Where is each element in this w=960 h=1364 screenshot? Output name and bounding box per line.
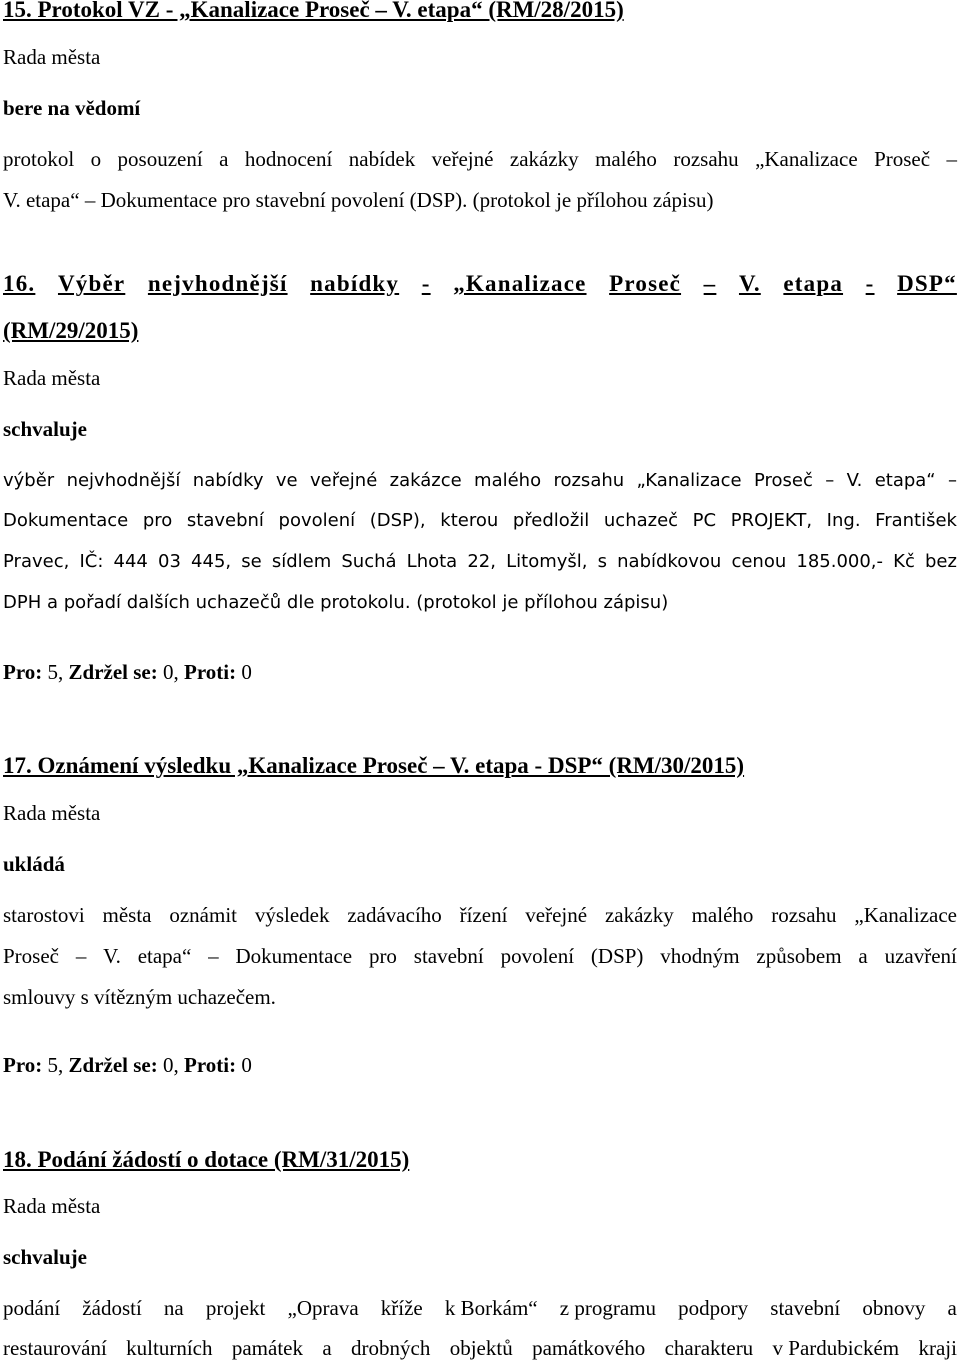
word: Lhota [406,551,458,572]
section-17-verb: ukládá [3,852,65,876]
word: PROJEKT, [730,510,813,531]
section-18-text-line-2 [3,1335,957,1361]
word: Proseč [874,147,931,171]
word: charakteru [664,1336,754,1360]
word: památkového [532,1336,646,1360]
word: podpory [678,1296,749,1320]
word: nabídkovou [617,551,722,572]
word: a [322,1336,332,1360]
word: způsobem [756,944,842,968]
word: - [421,271,431,296]
vote-proti-label: Proti: [184,1053,237,1077]
vote-proti-label: Proti: [184,660,237,684]
word: objektů [449,1336,513,1360]
word: „Kanalizace [453,271,587,296]
word: města [102,903,152,927]
word: cenou [731,551,787,572]
word: V. [738,271,761,296]
word: 22, [467,551,496,572]
word: Dokumentace [235,944,353,968]
word: protokol [3,147,75,171]
word: uzavření [884,944,957,968]
word: Proseč [609,271,682,296]
section-16-text-line-4: DPH a pořadí dalších uchazečů dle protokolu. (protokol je přílohou zápisu) [3,592,669,613]
word: Litomyšl, [506,551,588,572]
section-15-text-line-2: V. etapa“ – Dokumentace pro stavební povolení (DSP). (protokol je přílohou zápisu) [3,188,714,212]
vote-zdrzel-value: 0, [163,660,179,684]
word: hodnocení [244,147,333,171]
word: žádostí [82,1296,142,1320]
word: povolení [278,510,356,531]
word: stavební [413,944,484,968]
word: „Kanalizace [755,147,858,171]
section-17-heading: 17. Oznámení výsledku „Kanalizace Proseč – V. etapa - DSP“ (RM/30/2015) [3,753,745,778]
section-16-vote [3,659,252,685]
vote-zdrzel-label: Zdržel se: [68,1053,158,1077]
section-16-body: Rada města [3,366,101,390]
word: zakázce [389,470,462,491]
word: oznámit [169,903,237,927]
section-15-verb: bere na vědomí [3,96,141,120]
word: etapa“ [874,470,936,491]
word: ve [275,470,298,491]
vote-pro-label: Pro: [3,660,43,684]
word: s [597,551,608,572]
word: IČ: [79,551,104,572]
word: vhodným [660,944,740,968]
word: se [241,551,262,572]
word: „Kanalizace [854,903,957,927]
section-18-text-line-1 [3,1295,957,1321]
section-16-text-line-3 [3,549,957,575]
word: zadávacího [347,903,442,927]
word: kříže [380,1296,423,1320]
section-16-text-line-2 [3,508,957,534]
word: pro [368,944,397,968]
word: projekt [205,1296,266,1320]
word: V. [103,944,121,968]
section-17-text-line-2 [3,943,957,969]
word: předložil [512,510,590,531]
word: (DSP) [590,944,644,968]
word: starostovi [3,903,85,927]
word: památek [231,1336,303,1360]
word: a [858,944,868,968]
word: V. [846,470,863,491]
word: 16. [3,271,36,296]
word: výsledek [254,903,330,927]
word: Suchá [341,551,397,572]
word: kulturních [126,1336,213,1360]
word: pro [142,510,173,531]
word: Kč [893,551,915,572]
word: v Pardubickém [772,1336,900,1360]
word: rozsahu [553,470,625,491]
word: k Borkám“ [444,1296,538,1320]
word: bez [924,551,957,572]
vote-proti-value: 0 [241,1053,252,1077]
word: rozsahu [771,903,837,927]
word: na [163,1296,184,1320]
word: malého [474,470,542,491]
word: drobných [351,1336,431,1360]
word: nejvhodnější [147,271,288,296]
word: „Oprava [287,1296,359,1320]
vote-pro-value: 5, [47,660,64,684]
word: 03 [158,551,181,572]
word: Proseč [3,944,59,968]
vote-proti-value: 0 [241,660,252,684]
word: povolení [500,944,575,968]
word: veřejné [525,903,588,927]
word: Ing. [826,510,861,531]
word: DSP“ [897,271,957,296]
word: Dokumentace [3,510,129,531]
word: etapa [783,271,844,296]
word: restaurování [3,1336,107,1360]
word: kraji [918,1336,957,1360]
word: malého [595,147,657,171]
word: – [825,470,835,491]
word: řízení [459,903,508,927]
word: 445, [191,551,232,572]
word: podání [3,1296,61,1320]
word: z programu [559,1296,656,1320]
vote-zdrzel-label: Zdržel se: [68,660,158,684]
word: – [946,147,957,171]
section-16-verb: schvaluje [3,417,87,441]
word: 444 [113,551,148,572]
section-15-heading: 15. Protokol VZ - „Kanalizace Proseč – V. etapa“ (RM/28/2015) [3,0,624,22]
section-18-verb: schvaluje [3,1245,87,1269]
vote-zdrzel-value: 0, [163,1053,179,1077]
word: PC [692,510,717,531]
word: etapa“ [137,944,192,968]
section-17-body: Rada města [3,801,101,825]
word: nabídky [192,470,264,491]
word: František [875,510,957,531]
word: – [75,944,87,968]
word: posouzení [117,147,203,171]
section-16-text-line-1 [3,468,957,494]
vote-pro-value: 5, [47,1053,64,1077]
vote-pro-label: Pro: [3,1053,43,1077]
section-17-text-line-1 [3,902,957,928]
word: Pravec, [3,551,70,572]
section-18-heading: 18. Podání žádostí o dotace (RM/31/2015) [3,1147,410,1172]
word: uchazeč [603,510,679,531]
word: a [219,147,229,171]
word: veřejné [431,147,494,171]
word: sídlem [271,551,332,572]
word: „Kanalizace [636,470,742,491]
word: obnovy [862,1296,926,1320]
word: a [947,1296,957,1320]
word: nejvhodnější [66,470,181,491]
word: – [208,944,219,968]
section-16-heading-line-2: (RM/29/2015) [3,318,139,343]
word: nabídek [348,147,416,171]
word: (DSP), [369,510,426,531]
word: kterou [440,510,499,531]
word: zakázky [509,147,579,171]
section-17-text-line-3: smlouvy s vítězným uchazečem. [3,985,276,1009]
word: veřejné [309,470,378,491]
section-16-heading-line-1 [3,271,957,297]
word: nabídky [310,271,400,296]
word: o [90,147,102,171]
section-18-body: Rada města [3,1194,101,1218]
word: – [703,271,717,296]
word: Proseč [753,470,813,491]
word: stavební [770,1296,841,1320]
word: – [948,470,957,491]
word: malého [691,903,754,927]
word: - [865,271,875,296]
word: zakázky [604,903,674,927]
word: 185.000,- [796,551,884,572]
word: Výběr [57,271,126,296]
word: rozsahu [673,147,739,171]
word: stavební [186,510,264,531]
word: výběr [3,470,55,491]
section-15-text-line-1 [3,146,957,172]
section-15-body: Rada města [3,45,101,69]
section-17-vote [3,1052,252,1078]
